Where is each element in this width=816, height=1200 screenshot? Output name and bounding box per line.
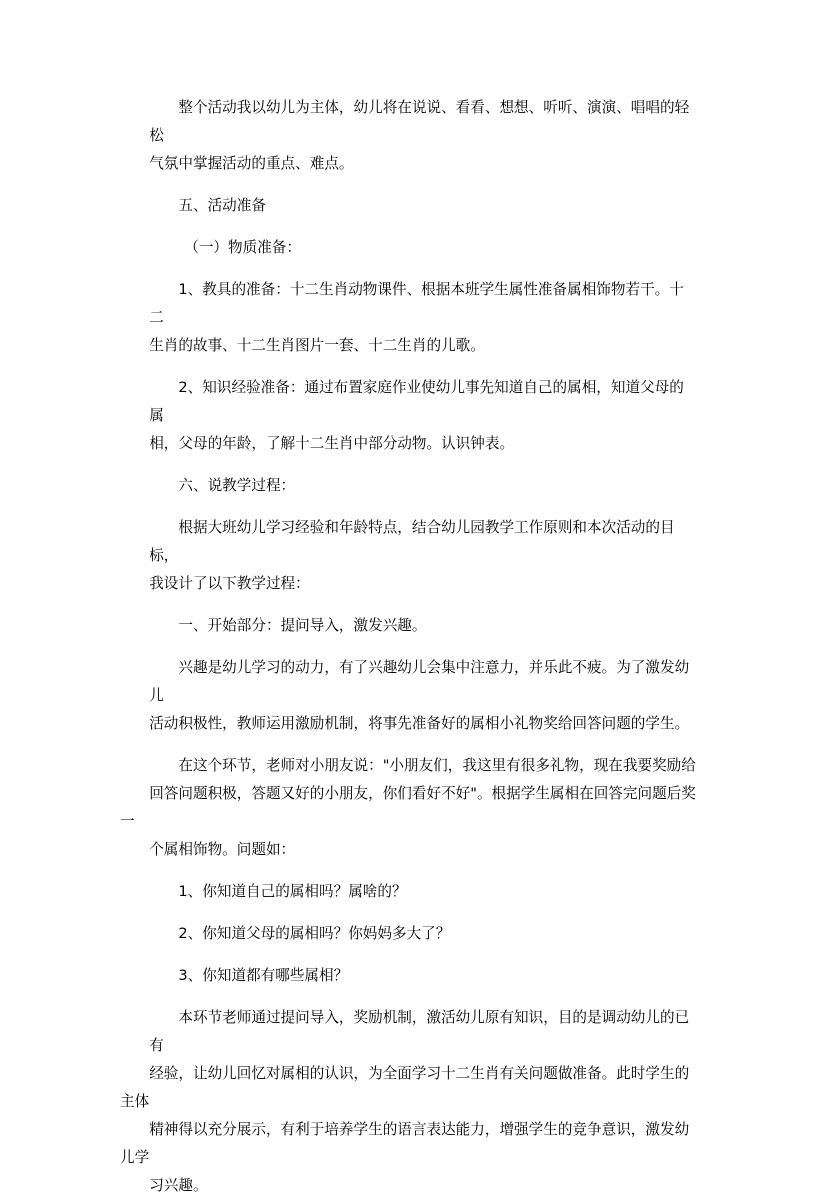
- text-line: 气氛中掌握活动的重点、难点。: [149, 155, 354, 172]
- paragraph-process-intro: [120, 514, 696, 598]
- paragraph-activity-subject: [120, 94, 696, 178]
- paragraph-knowledge-preparation: [120, 374, 696, 458]
- text-line: 整个活动我以幼儿为主体，幼儿将在说说、看看、想想、听听、演演、唱唱的轻松: [149, 99, 690, 144]
- text-line: 我设计了以下教学过程：: [149, 575, 310, 592]
- text-line: 回答问题积极，答题又好的小朋友，你们看好不好"。根据学生属相在回答完问题后奖一: [120, 785, 696, 830]
- question-item-1: [120, 878, 696, 906]
- text-line: 五、活动准备: [178, 197, 266, 214]
- heading-teaching-process: [120, 472, 696, 500]
- text-line: 经验，让幼儿回忆对属相的认识，为全面学习十二生肖有关问题做准备。此时学生的主体: [120, 1065, 690, 1110]
- text-line: 2、知识经验准备：通过布置家庭作业使幼儿事先知道自己的属相，知道父母的属: [149, 379, 684, 424]
- text-line: 六、说教学过程：: [178, 477, 296, 494]
- paragraph-teaching-aids: [120, 276, 696, 360]
- text-line: 根据大班幼儿学习经验和年龄特点，结合幼儿园教学工作原则和本次活动的目标，: [149, 519, 675, 564]
- question-item-3: [120, 962, 696, 990]
- text-line: 习兴趣。: [149, 1177, 208, 1194]
- text-line: 生肖的故事、十二生肖图片一套、十二生肖的儿歌。: [149, 337, 485, 354]
- text-line: （一）物质准备：: [184, 239, 301, 256]
- text-line: 2、你知道父母的属相吗？你妈妈多大了？: [178, 925, 451, 942]
- text-line: 1、你知道自己的属相吗？属啥的？: [178, 883, 407, 900]
- text-line: 在这个环节，老师对小朋友说："小朋友们，我这里有很多礼物，现在我要奖励给: [178, 757, 696, 774]
- question-item-2: [120, 920, 696, 948]
- subheading-material-preparation: [120, 234, 696, 262]
- heading-opening-part: [120, 612, 696, 640]
- text-line: 精神得以充分展示，有利于培养学生的语言表达能力，增强学生的竞争意识，激发幼儿学: [120, 1121, 690, 1166]
- text-line: 一、开始部分：提问导入，激发兴趣。: [178, 617, 427, 634]
- text-line: 相，父母的年龄，了解十二生肖中部分动物。认识钟表。: [149, 435, 515, 452]
- document-body: [120, 94, 696, 1200]
- heading-activity-preparation: [120, 192, 696, 220]
- text-line: 个属相饰物。问题如：: [149, 841, 296, 858]
- text-line: 1、教具的准备：十二生肖动物课件、根据本班学生属性准备属相饰物若干。十二: [149, 281, 684, 326]
- text-line: 本环节老师通过提问导入，奖励机制，激活幼儿原有知识，目的是调动幼儿的已有: [149, 1009, 690, 1054]
- text-line: 活动积极性，教师运用激励机制，将事先准备好的属相小礼物奖给回答问题的学生。: [149, 715, 690, 732]
- text-line: 3、你知道都有哪些属相？: [178, 967, 349, 984]
- paragraph-teacher-dialogue: [120, 752, 696, 864]
- text-line: 兴趣是幼儿学习的动力，有了兴趣幼儿会集中注意力，并乐此不疲。为了激发幼儿: [149, 659, 690, 704]
- paragraph-section-summary: [120, 1004, 696, 1200]
- paragraph-interest-motivation: [120, 654, 696, 738]
